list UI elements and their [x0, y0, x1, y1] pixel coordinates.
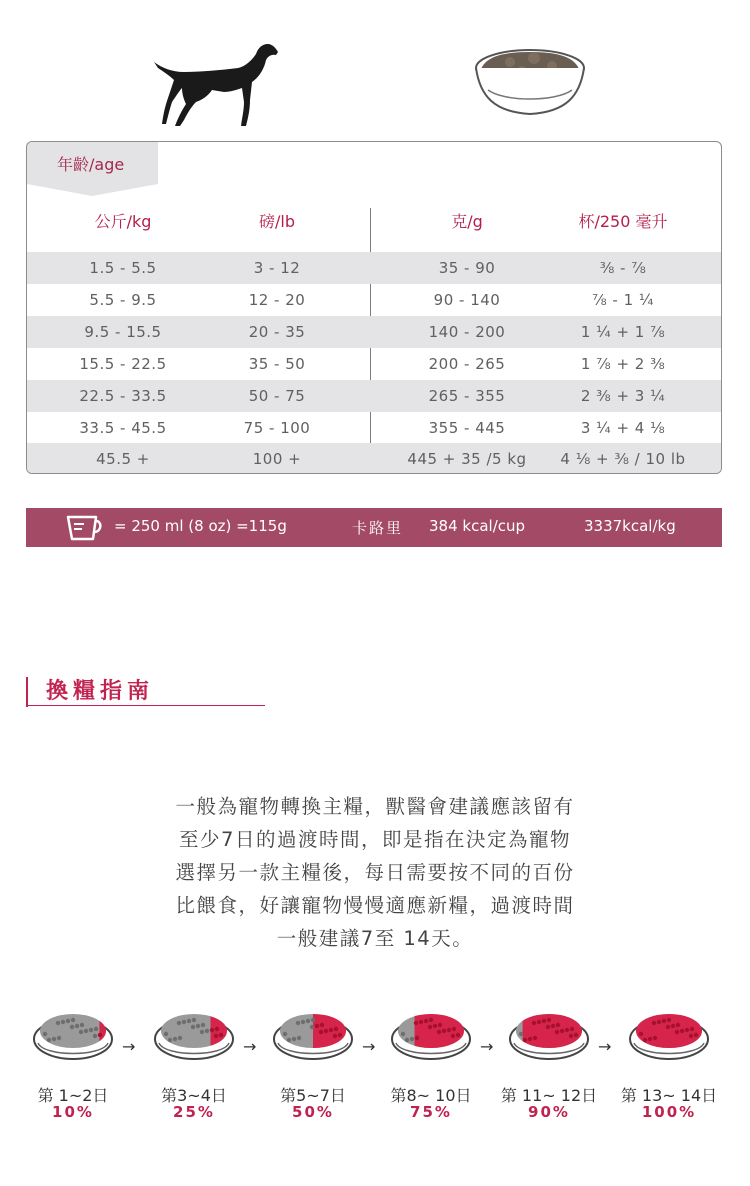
dog-silhouette-icon	[152, 40, 280, 130]
age-tab-label: 年齡/age	[57, 155, 125, 174]
cell-g: 445 + 35 /5 kg	[407, 450, 527, 468]
section-underline	[26, 705, 265, 706]
table-row	[27, 443, 721, 474]
arrow-right-icon: →	[362, 1037, 376, 1056]
schedule-percent-label: 90%	[528, 1103, 570, 1121]
cell-kg: 33.5 - 45.5	[79, 419, 167, 437]
cell-kg: 9.5 - 15.5	[84, 323, 162, 341]
schedule-day-label: 第 11~ 12日	[500, 1086, 598, 1105]
cell-lb: 20 - 35	[248, 323, 306, 341]
schedule-percent-label: 50%	[292, 1103, 334, 1121]
cell-g: 35 - 90	[438, 259, 496, 277]
header-kg: 公斤/kg	[94, 212, 152, 231]
schedule-day-label: 第 1~2日	[37, 1086, 109, 1105]
schedule-percent-label: 25%	[173, 1103, 215, 1121]
header-g: 克/g	[451, 212, 483, 231]
cell-kg: 45.5 +	[96, 450, 150, 468]
cell-cup: 2 ⅜ + 3 ¼	[580, 387, 666, 405]
header-lb: 磅/lb	[259, 212, 295, 231]
food-dish-icon	[628, 1003, 710, 1061]
cell-kg: 1.5 - 5.5	[89, 259, 157, 277]
age-tab	[27, 142, 158, 184]
section-title-bar	[26, 677, 28, 707]
food-dish-icon	[272, 1003, 354, 1061]
arrow-right-icon: →	[243, 1037, 257, 1056]
food-dish-icon	[390, 1003, 472, 1061]
cell-kg: 15.5 - 22.5	[79, 355, 167, 373]
transition-paragraph	[140, 790, 610, 955]
table-row	[27, 252, 721, 284]
cell-cup: 4 ⅛ + ⅜ / 10 lb	[560, 450, 686, 468]
feeding-table	[26, 141, 722, 474]
cell-lb: 50 - 75	[248, 387, 306, 405]
cell-lb: 75 - 100	[243, 419, 311, 437]
cell-kg: 5.5 - 9.5	[89, 291, 157, 309]
table-row	[27, 348, 721, 380]
table-row	[27, 284, 721, 316]
schedule-percent-label: 10%	[52, 1103, 94, 1121]
cell-g: 355 - 445	[428, 419, 506, 437]
cell-cup: ⅞ - 1 ¼	[592, 291, 654, 309]
arrow-right-icon: →	[122, 1037, 136, 1056]
cell-cup: 3 ¼ + 4 ⅛	[580, 419, 666, 437]
table-row	[27, 380, 721, 412]
arrow-right-icon: →	[598, 1037, 612, 1056]
cell-lb: 12 - 20	[248, 291, 306, 309]
cell-lb: 100 +	[252, 450, 302, 468]
food-dish-icon	[153, 1003, 235, 1061]
kcal-per-kg: 3337kcal/kg	[584, 517, 676, 535]
cell-cup: ⅜ - ⅞	[599, 259, 647, 277]
measuring-cup-icon	[66, 514, 104, 542]
schedule-day-label: 第 13~ 14日	[620, 1086, 718, 1105]
table-row	[27, 316, 721, 348]
paragraph-line: 選擇另一款主糧後，每日需要按不同的百份	[175, 861, 575, 884]
cell-g: 90 - 140	[433, 291, 501, 309]
cell-g: 200 - 265	[428, 355, 506, 373]
paragraph-line: 一般建議7至 14天。	[276, 927, 474, 950]
schedule-day-label: 第8~ 10日	[390, 1086, 472, 1105]
food-bowl-icon	[474, 46, 586, 122]
schedule-day-label: 第5~7日	[280, 1086, 346, 1105]
paragraph-line: 至少7日的過渡時間，即是指在決定為寵物	[179, 828, 571, 851]
header-cup: 杯/250 毫升	[578, 212, 668, 231]
food-dish-icon	[32, 1003, 114, 1061]
cell-g: 140 - 200	[428, 323, 506, 341]
calorie-label: 卡路里	[352, 519, 404, 537]
arrow-right-icon: →	[480, 1037, 494, 1056]
food-dish-icon	[508, 1003, 590, 1061]
paragraph-line: 比餵食，好讓寵物慢慢適應新糧，過渡時間	[175, 894, 575, 917]
cup-equivalence: = 250 ml (8 oz) =115g	[114, 517, 287, 535]
kcal-per-cup: 384 kcal/cup	[429, 517, 526, 535]
cell-lb: 3 - 12	[253, 259, 301, 277]
schedule-percent-label: 75%	[410, 1103, 452, 1121]
paragraph-line: 一般為寵物轉換主糧，獸醫會建議應該留有	[175, 795, 575, 818]
schedule-day-label: 第3~4日	[161, 1086, 227, 1105]
cell-lb: 35 - 50	[248, 355, 306, 373]
cell-cup: 1 ¼ + 1 ⅞	[580, 323, 666, 341]
cell-g: 265 - 355	[428, 387, 506, 405]
cell-cup: 1 ⅞ + 2 ⅜	[580, 355, 666, 373]
schedule-percent-label: 100%	[641, 1103, 697, 1121]
cell-kg: 22.5 - 33.5	[79, 387, 167, 405]
calorie-bar	[26, 508, 722, 547]
table-row	[27, 412, 721, 444]
section-title: 換糧指南	[46, 679, 155, 704]
